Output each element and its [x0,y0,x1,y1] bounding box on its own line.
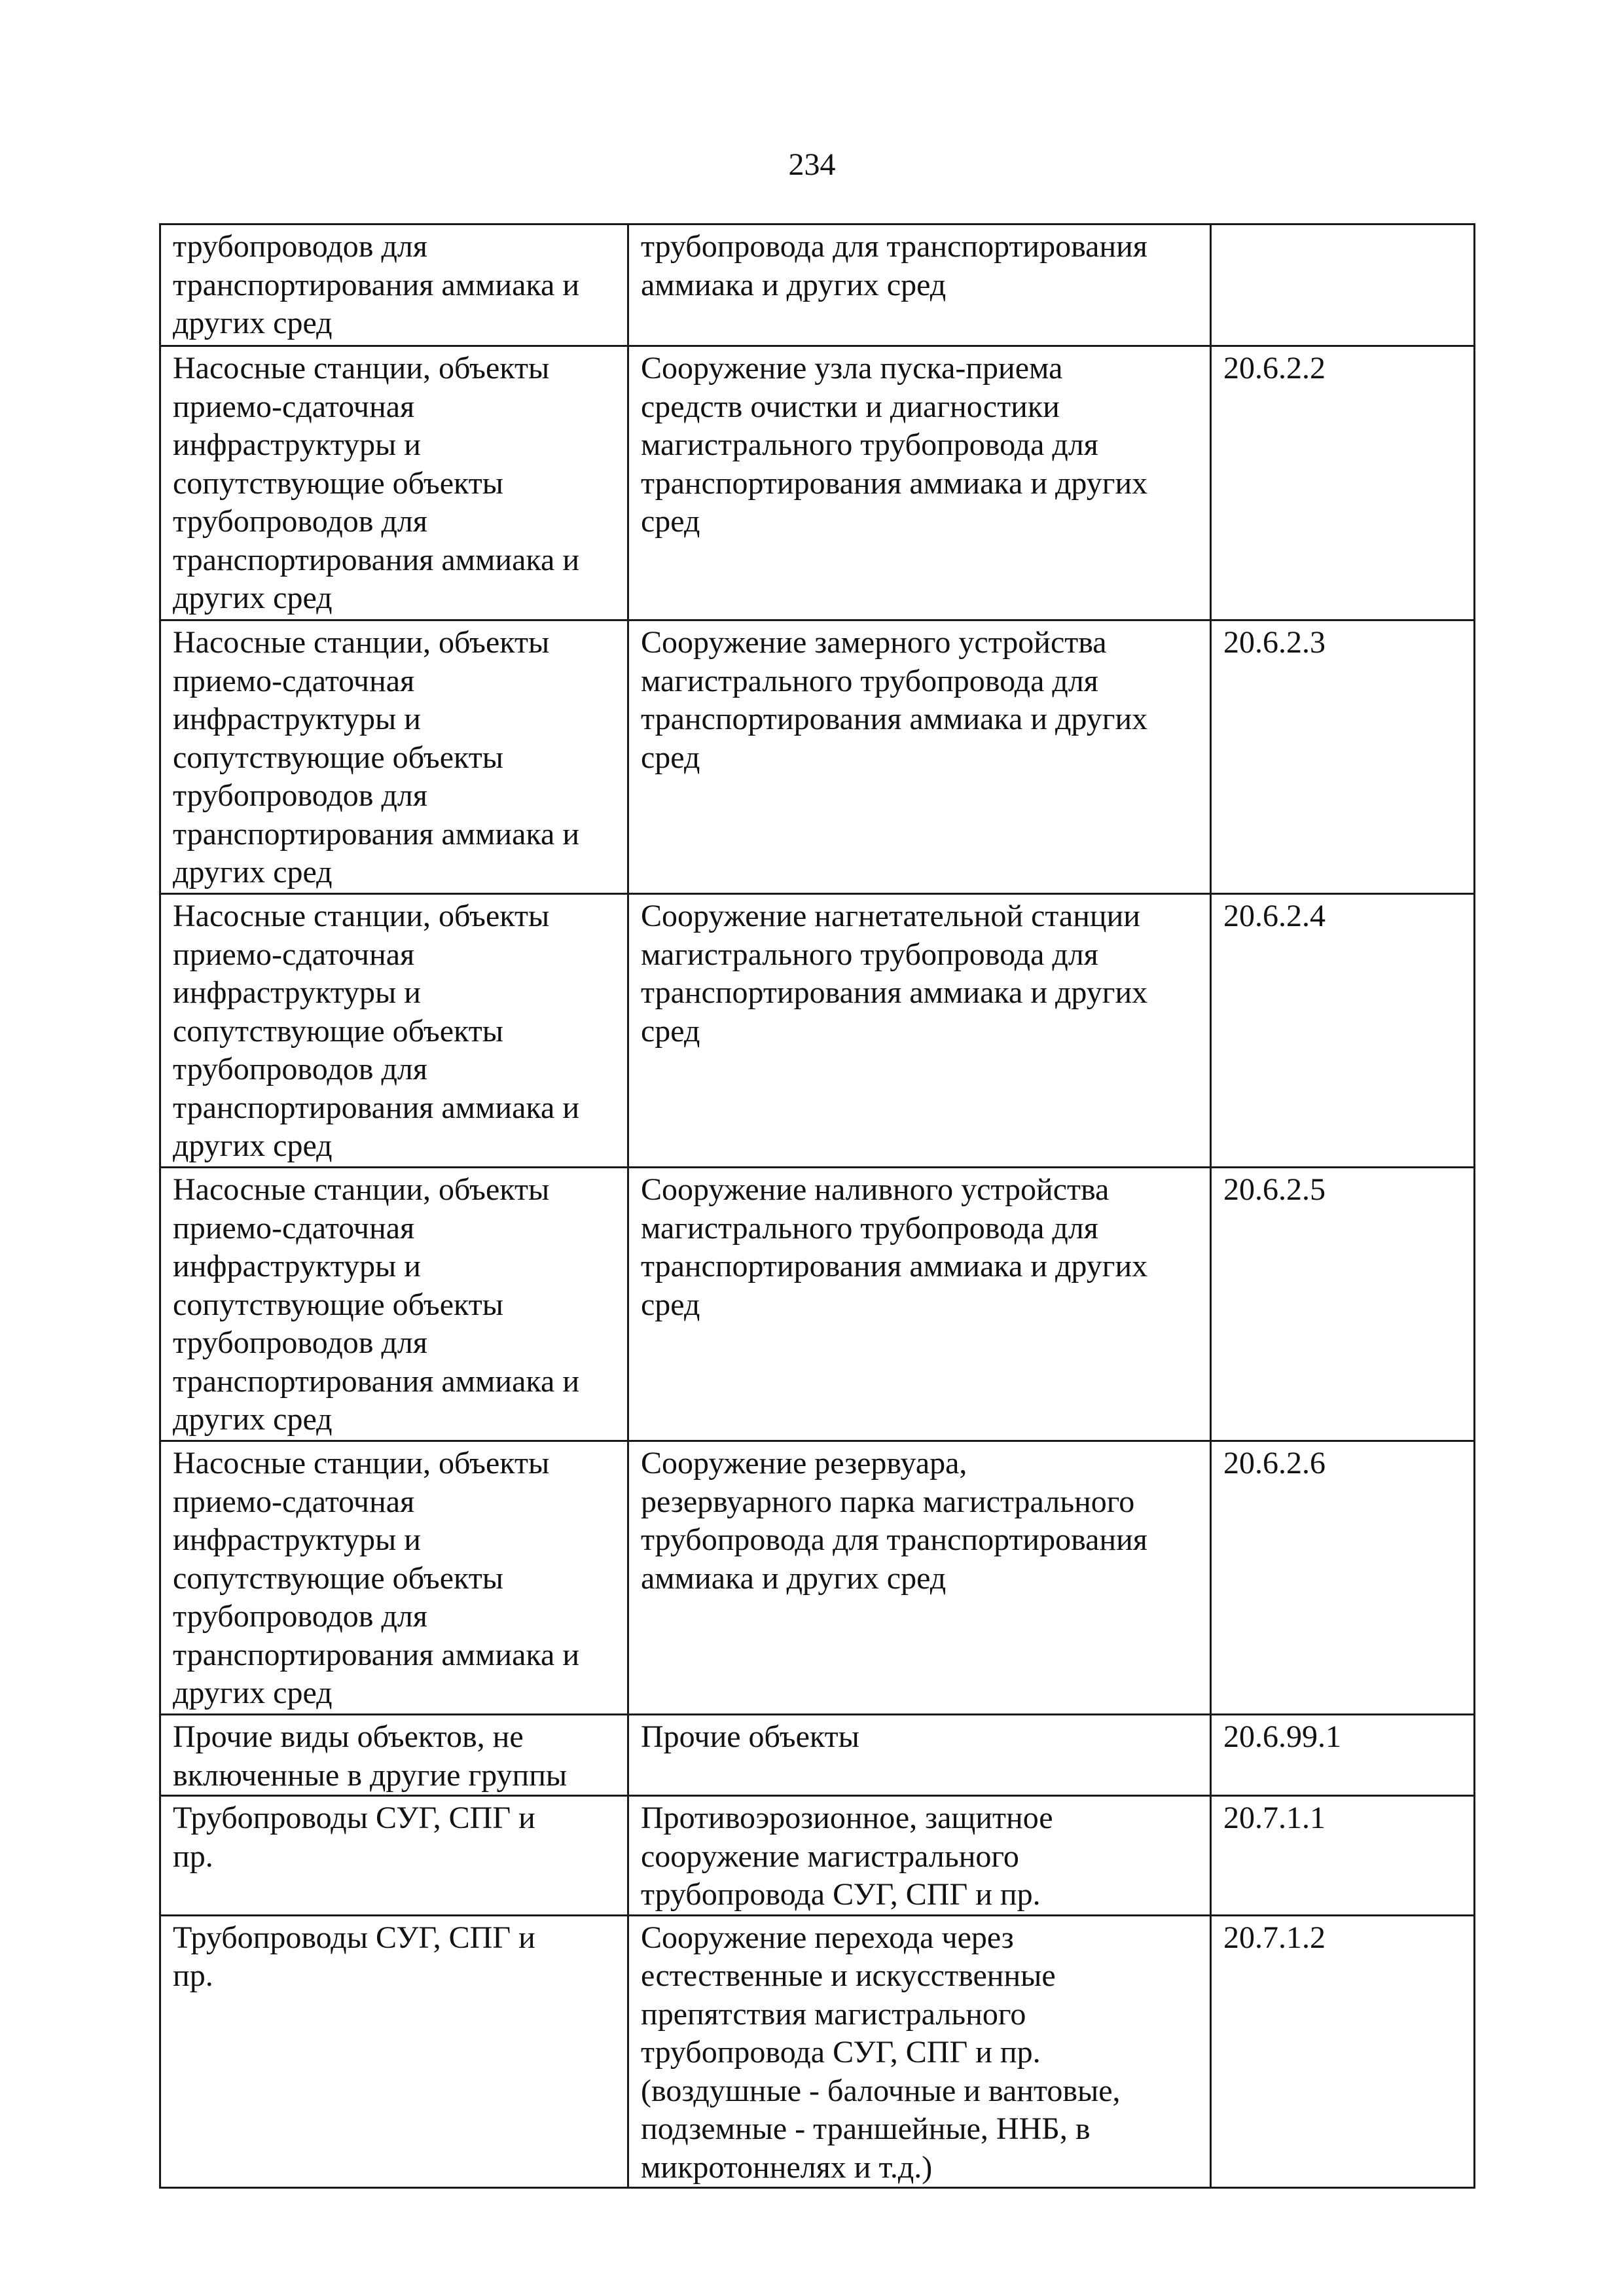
object-text: Сооружение перехода через естественные и искусственные препятствия магистрального трубопровода СУГ, СПГ и пр. (воздушные - балочные и вантовые, подземные - траншейные, ННБ, в микротоннелях и т.д.) [641,1920,1121,2185]
group-cell [160,1715,628,1796]
code-cell [1211,1715,1475,1796]
code-cell [1211,224,1475,346]
code-text: 20.6.2.3 [1223,625,1326,660]
object-cell [628,1168,1211,1441]
table-row [160,1915,1475,2188]
object-text: Сооружение нагнетательной станции магистрального трубопровода для транспортирования аммиака и других сред [641,899,1148,1049]
code-text: 20.6.2.2 [1223,351,1326,386]
code-text: 20.7.1.1 [1223,1801,1326,1835]
object-cell [628,1441,1211,1715]
group-text: Прочие виды объектов, не включенные в другие группы [173,1719,568,1793]
group-text: Насосные станции, объекты приемо-сдаточная инфраструктуры и сопутствующие объекты трубопроводов для транспортирования аммиака и других сред [173,351,579,615]
object-cell [628,894,1211,1168]
code-cell [1211,1441,1475,1715]
classification-table [159,223,1475,2189]
group-cell [160,1796,628,1916]
group-text: Трубопроводы СУГ, СПГ и пр. [173,1920,535,1993]
object-text: трубопровода для транспортирования аммиака и других сред [641,229,1147,302]
object-cell [628,346,1211,620]
code-text: 20.6.99.1 [1223,1719,1341,1754]
group-cell [160,1915,628,2188]
code-cell [1211,1796,1475,1916]
table-row [160,224,1475,346]
group-text: Насосные станции, объекты приемо-сдаточная инфраструктуры и сопутствующие объекты трубопроводов для транспортирования аммиака и других сред [173,899,579,1163]
code-cell [1211,1915,1475,2188]
group-cell [160,894,628,1168]
object-text: Сооружение узла пуска-приема средств очистки и диагностики магистрального трубопровода для транспортирования аммиака и других сред [641,351,1148,539]
group-text: Трубопроводы СУГ, СПГ и пр. [173,1801,535,1874]
page-number: 234 [788,147,836,182]
table-row [160,894,1475,1168]
object-cell [628,224,1211,346]
code-cell [1211,894,1475,1168]
group-text: Насосные станции, объекты приемо-сдаточная инфраструктуры и сопутствующие объекты трубопроводов для транспортирования аммиака и других сред [173,625,579,889]
group-text: трубопроводов для транспортирования аммиака и других сред [173,229,579,340]
table-row [160,346,1475,620]
table-row [160,620,1475,894]
group-cell [160,224,628,346]
object-text: Сооружение наливного устройства магистрального трубопровода для транспортирования аммиака и других сред [641,1172,1148,1322]
code-cell [1211,1168,1475,1441]
code-cell [1211,346,1475,620]
code-text: 20.7.1.2 [1223,1920,1326,1955]
group-text: Насосные станции, объекты приемо-сдаточная инфраструктуры и сопутствующие объекты трубопроводов для транспортирования аммиака и других сред [173,1446,579,1710]
object-text: Сооружение замерного устройства магистрального трубопровода для транспортирования аммиака и других сред [641,625,1148,775]
group-cell [160,620,628,894]
table-row [160,1441,1475,1715]
code-text: 20.6.2.4 [1223,899,1326,933]
table-row [160,1168,1475,1441]
table-row [160,1796,1475,1916]
group-cell [160,346,628,620]
code-text: 20.6.2.5 [1223,1172,1326,1207]
code-cell [1211,620,1475,894]
group-text: Насосные станции, объекты приемо-сдаточная инфраструктуры и сопутствующие объекты трубопроводов для транспортирования аммиака и других сред [173,1172,579,1437]
object-cell [628,1915,1211,2188]
object-text: Противоэрозионное, защитное сооружение магистрального трубопровода СУГ, СПГ и пр. [641,1801,1053,1912]
group-cell [160,1168,628,1441]
object-text: Прочие объекты [641,1719,859,1754]
object-cell [628,620,1211,894]
object-text: Сооружение резервуара, резервуарного парка магистрального трубопровода для транспортирования аммиака и других сред [641,1446,1147,1596]
object-cell [628,1796,1211,1916]
table-row [160,1715,1475,1796]
group-cell [160,1441,628,1715]
object-cell [628,1715,1211,1796]
code-text: 20.6.2.6 [1223,1446,1326,1480]
